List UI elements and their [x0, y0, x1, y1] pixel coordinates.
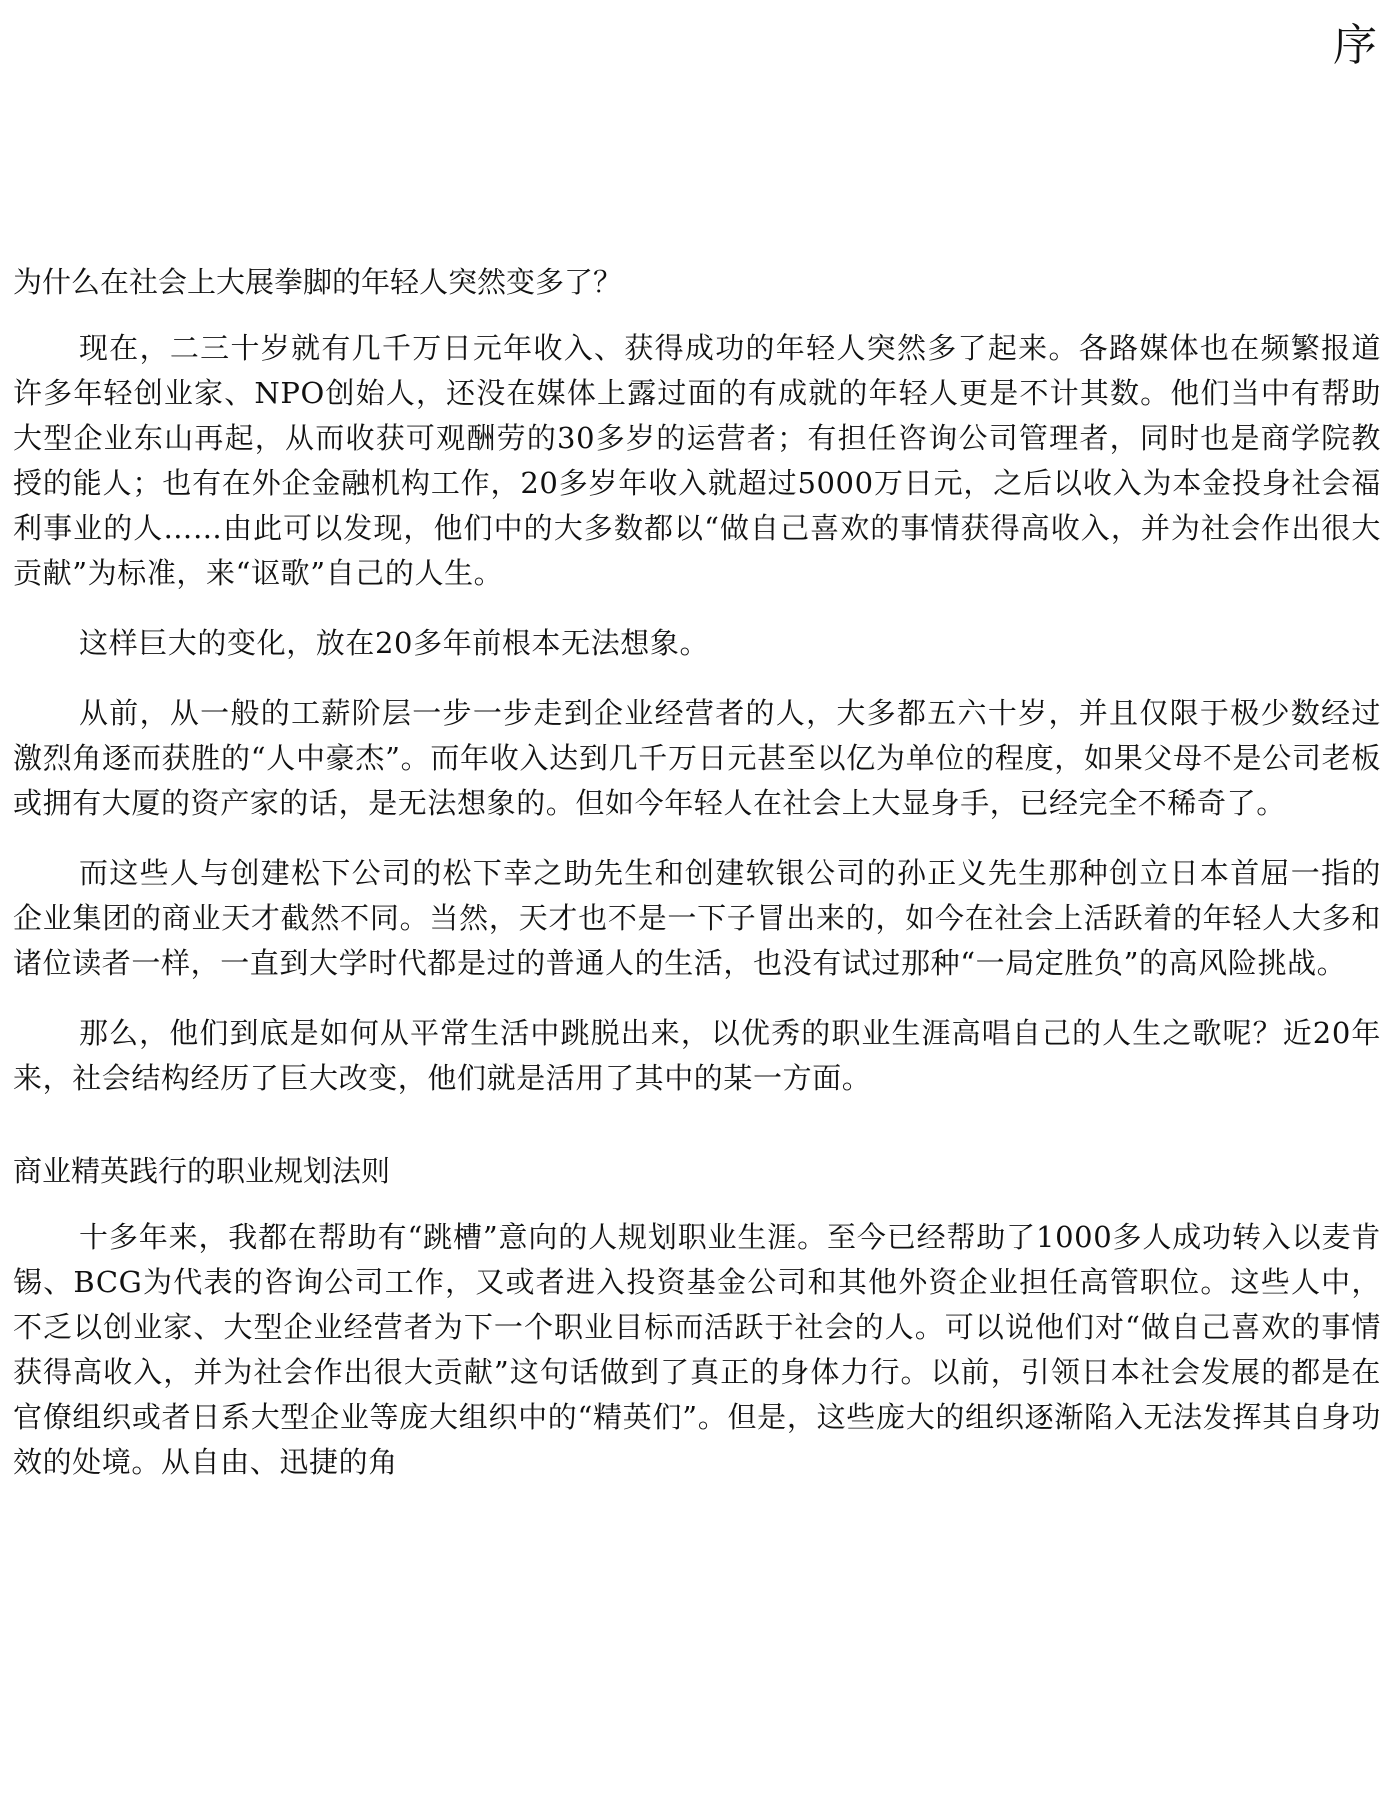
chapter-title: 序	[1333, 20, 1377, 71]
section-heading-1: 为什么在社会上大展拳脚的年轻人突然变多了？	[13, 265, 623, 299]
paragraph-2: 这样巨大的变化，放在20多年前根本无法想象。	[79, 626, 710, 660]
paragraph-6: 十多年来，我都在帮助有“跳槽”意向的人规划职业生涯。至今已经帮助了1000多人成功转入以麦肯锡、BCG为代表的咨询公司工作，又或者进入投资基金公司和其他外资企业担任高管职位。这些人中，不乏以创业家、大型企业经营者为下一个职业目标而活跃于社会的人。可以说他们对“做自己喜欢的事情获得高收入，并为社会作出很大贡献”这句话做到了真正的身体力行。以前，引领日本社会发展的都是在官僚组织或者日系大型企业等庞大组织中的“精英们”。但是，这些庞大的组织逐渐陷入无法发挥其自身功效的处境。从自由、迅捷的角	[13, 1220, 1381, 1479]
paragraph-4: 而这些人与创建松下公司的松下幸之助先生和创建软银公司的孙正义先生那种创立日本首屈一指的企业集团的商业天才截然不同。当然，天才也不是一下子冒出来的，如今在社会上活跃着的年轻人大多和诸位读者一样，一直到大学时代都是过的普通人的生活，也没有试过那种“一局定胜负”的高风险挑战。	[13, 856, 1381, 980]
paragraph-3: 从前，从一般的工薪阶层一步一步走到企业经营者的人，大多都五六十岁，并且仅限于极少数经过激烈角逐而获胜的“人中豪杰”。而年收入达到几千万日元甚至以亿为单位的程度，如果父母不是公司老板或拥有大厦的资产家的话，是无法想象的。但如今年轻人在社会上大显身手，已经完全不稀奇了。	[13, 696, 1381, 820]
paragraph-5: 那么，他们到底是如何从平常生活中跳脱出来，以优秀的职业生涯高唱自己的人生之歌呢？近20年来，社会结构经历了巨大改变，他们就是活用了其中的某一方面。	[13, 1016, 1381, 1095]
page-content	[13, 262, 1381, 1485]
paragraph-1: 现在，二三十岁就有几千万日元年收入、获得成功的年轻人突然多了起来。各路媒体也在频繁报道许多年轻创业家、NPO创始人，还没在媒体上露过面的有成就的年轻人更是不计其数。他们当中有帮助大型企业东山再起，从而收获可观酬劳的30多岁的运营者；有担任咨询公司管理者，同时也是商学院教授的能人；也有在外企金融机构工作，20多岁年收入就超过5000万日元，之后以收入为本金投身社会福利事业的人……由此可以发现，他们中的大多数都以“做自己喜欢的事情获得高收入，并为社会作出很大贡献”为标准，来“讴歌”自己的人生。	[13, 331, 1381, 590]
section-heading-2: 商业精英践行的职业规划法则	[13, 1154, 391, 1188]
